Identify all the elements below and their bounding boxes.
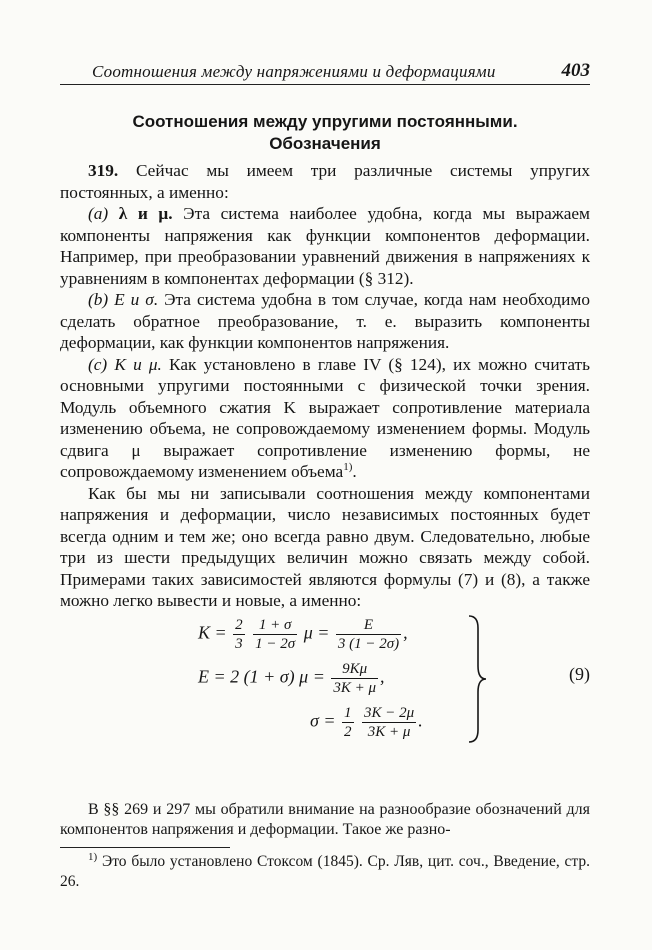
fraction-numerator: 1 (344, 704, 352, 721)
item-b-label: (b) (88, 290, 109, 309)
formula-K-end: , (403, 622, 408, 643)
page-number: 403 (561, 60, 590, 81)
footnote-mark: 1) (88, 850, 98, 863)
item-a-label: (a) (88, 204, 109, 223)
fraction (342, 704, 354, 741)
fraction-numerator: 2 (235, 616, 243, 633)
paragraph-319-text: Сейчас мы имеем три различные системы упругих постоянных, а именно: (60, 161, 590, 202)
equation-number: (9) (569, 663, 590, 684)
fraction-denominator: 2 (344, 723, 352, 740)
item-b-symbols: E и σ. (108, 290, 159, 309)
footnote-text: Это было установлено Стоксом (1845). Ср. Ляв, цит. соч., Введение, стр. 26. (60, 853, 590, 890)
body-text (60, 160, 590, 746)
paragraph-number: 319. (88, 161, 119, 180)
item-c-end: . (352, 462, 357, 481)
right-brace-icon (467, 614, 487, 744)
item-b-text: Эта система удобна в том случае, когда нам необходимо сделать обратное преобразование, т. е. выразить компоненты деформации, как функции компонентов напряжения. (60, 290, 590, 352)
formula-E-lhs: E = 2 (1 + σ) μ = (198, 666, 325, 687)
footnote-divider (60, 847, 230, 848)
formula-K-lhs: K = (198, 622, 227, 643)
fraction-numerator: E (336, 616, 401, 635)
continuation-text (60, 800, 590, 840)
item-c-label: (c) (88, 354, 108, 374)
running-head (60, 62, 590, 85)
fraction-numerator: 1 + σ (253, 616, 297, 635)
formula-sigma-lhs: σ = (310, 710, 336, 731)
paragraph-319 (60, 160, 590, 203)
item-a-symbols: λ и μ. (108, 204, 173, 223)
item-a (60, 203, 590, 289)
fraction-numerator: 9Kμ (331, 660, 378, 679)
formula-E-end: , (380, 666, 385, 687)
fraction (362, 704, 416, 741)
item-c (60, 354, 590, 483)
section-title (60, 111, 590, 155)
fraction (331, 660, 378, 697)
fraction-denominator: 3K + μ (367, 723, 411, 740)
formula-sigma-end: . (418, 710, 423, 731)
item-c-text: Как установлено в главе IV (§ 124), их можно считать основными упругими постоянными с физической точки зрения. Модуль объемного сжатия K выражает сопротивление материала изменению объема, не сопровождаемому изменением формы. Модуль сдвига μ выражает сопротивление изменению формы, не сопровождаемому изменением объема (60, 354, 590, 481)
footnote-reference: 1) (343, 461, 353, 474)
fraction-denominator: 3 (235, 635, 243, 652)
formula-K-mid: μ = (303, 622, 330, 643)
fraction-numerator: 3K − 2μ (364, 704, 415, 721)
continuation-paragraph: В §§ 269 и 297 мы обратили внимание на разнообразие обозначений для компонентов напряжения и деформации. Такое же разно- (60, 801, 590, 838)
fraction (336, 616, 401, 653)
fraction (253, 616, 297, 653)
item-b (60, 289, 590, 354)
section-title-line-2: Обозначения (269, 134, 381, 153)
running-head-title: Соотношения между напряжениями и деформациями (92, 62, 496, 81)
item-a-text: Эта система наиболее удобна, когда мы выражаем компоненты напряжения как функции компонентов деформации. Например, при преобразовании уравнений движения в напряжениях к уравнениям в компонентах деформации (§ 312). (60, 204, 590, 288)
formula-K (198, 616, 408, 653)
fraction-denominator: 3 (1 − 2σ) (337, 635, 400, 652)
formula-block-9 (60, 616, 590, 746)
section-title-line-1: Соотношения между упругими постоянными. (132, 112, 518, 131)
footnote-paragraph (60, 852, 590, 892)
item-c-symbols: K и μ. (107, 354, 162, 374)
formula-sigma (310, 704, 423, 741)
formula-E (198, 660, 385, 697)
main-paragraph: Как бы мы ни записывали соотношения между компонентами напряжения и деформации, число независимых постоянных будет всегда одним и тем же; оно всегда равно двум. Следовательно, любые три из шести предыдущих величин можно связать между собой. Примерами таких зависимостей являются формулы (7) и (8), а также можно легко вывести и новые, а именно: (60, 483, 590, 610)
footnote (60, 852, 590, 892)
fraction (233, 616, 245, 653)
fraction-denominator: 3K + μ (333, 679, 376, 696)
fraction-denominator: 1 − 2σ (255, 635, 296, 652)
